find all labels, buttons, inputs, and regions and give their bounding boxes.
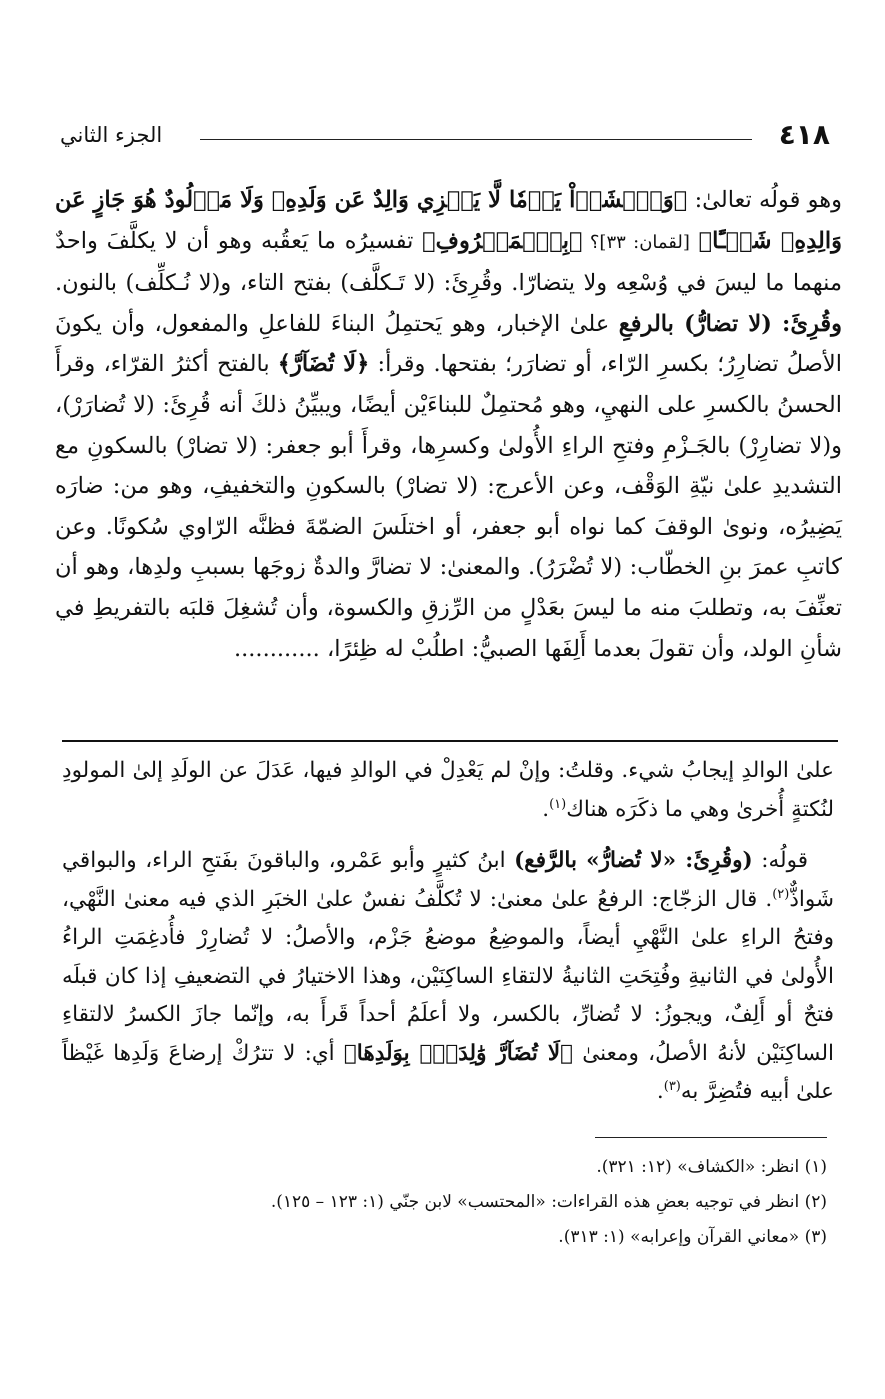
explanation-text-2: علىٰ الإخبار، وهو يَحتمِلُ البناءَ للفاعلِ والمفعول، وأن يكونَ الأصلُ تضارِرُ؛ بكسرِ الرّاء، أو تضارَر؛ بفتحها. وقرأ: [55,310,842,378]
footnote-1: (١) انظر: «الكشاف» (١٢: ٣٢١). [596,1157,827,1177]
commentary-end-2: . [656,1079,664,1104]
commentary-separator [62,740,838,742]
surah-reference: [لقمان: ٣٣]؟ [582,231,690,253]
explanation-text: تفسيرُه ما يَعقُبه وهو أن لا يكلَّفَ واحدٌ منهما ما ليسَ في وُسْعِه ولا يتضارّا. وقُرِئَ: (لا تَـكلَّف) بفتح التاء، و(لا نُـكلِّف) بالنون. [55,227,842,297]
main-text [55,180,842,669]
commentary-text-1: علىٰ الوالدِ إيجابُ شيء. وقلتُ: وإنْ لم يَعْدِلْ في الوالدِ فيها، عَدَلَ عن الولَدِ إلىٰ المولودِ لنُكتةٍ أُخرىٰ وهي ما ذكَرَه هناك [62,758,834,822]
quran-verse-tudarra: ﴿لَا تُضَآرَّ وَٰلِدَةُۢ بِوَلَدِهَا﴾ [343,1040,573,1066]
commentary-section [62,752,834,1112]
commentary-paragraph-1 [62,752,834,829]
volume-title: الجزء الثاني [60,123,163,147]
page-number: ٤١٨ [778,118,830,151]
commentary-text-4: أي: لا تترُكْ إرضاعَ وَلَدِها غَيْظاً علىٰ أبيه فتُضِرَّ به [62,1040,834,1104]
commentary-quote: (وقُرِئَ: «لا تُضارُّ» بالرَّفع) [514,848,753,873]
quran-word-la-tudarra: ﴿لَا تُضَآرَّ﴾ [277,351,370,378]
footnote-3: (٣) «معاني القرآن وإعرابه» (١: ٣١٣). [558,1227,827,1247]
intro-text: وهو قولُه تعالىٰ: [687,187,842,213]
page-header [60,118,830,158]
footnote-marker-3[interactable]: (٣) [663,1078,681,1094]
commentary-text-2: ابنُ كثيرٍ وأبو عَمْرو، والباقونَ بفَتحِ الراء، والبواقي شَواذٌّ [62,848,834,912]
quran-word-maruf: ﴿بِٱلۡمَعۡرُوفِ﴾ [422,227,583,254]
commentary-text-3: . قال الزجّاج: الرفعُ علىٰ معنىٰ: لا تُكلَّفُ نفسٌ علىٰ الخبَرِ الذي فيه معنىٰ النَّهْي، وفتحُ الراءِ علىٰ النَّهْيِ أيضاً، والموضِعُ موضعُ جَزْم، والأصلُ: لا تُضارِرْ فأُدغِمَتِ الراءُ الأُولىٰ في الثانيةِ وفُتِحَتِ الثانيةُ لالتقاءِ الساكِنَيْن، وهذا الاختيارُ في التضعيفِ إذا كان قبلَه فتحٌ أو أَلِفٌ، ويجوزُ: لا تُضارِّ، بالكسر، ولا أعلَمُ أحداً قَرأَ به، وإنّما جازَ الكسرُ لالتقاءِ الساكِنَيْن لأنهُ الأصلُ، ومعنىٰ [62,886,835,1066]
commentary-paragraph-2 [62,842,834,1112]
quran-verse-luqman: ﴿وَٱخۡشَوۡاْ يَوۡمٗا لَّا يَجۡزِي وَالِدٌ عَن وَلَدِهِۦ وَلَا مَوۡلُودٌ هُوَ جَازٍ عَن وَالِدِهِۦ شَيۡـًٔا﴾ [55,187,842,254]
main-paragraph [55,180,842,669]
commentary-end-1: . [542,796,550,822]
footnotes [127,1150,827,1255]
footnote-marker-1[interactable]: (١) [549,796,567,812]
explanation-text-3: بالفتح أكثرُ القرّاء، وقرأَ الحسنُ بالكسرِ على النهيِ، وهو مُحتمِلٌ للبناءَيْن أيضًا، ويبيِّنُ ذلكَ أنه قُرِئَ: (لا تُضارَرْ)، و(لا تضارِرْ) بالجَـزْمِ وفتحِ الراءِ الأُولىٰ وكسرِها، وقرأَ أبو جعفر: (لا تضارْ) بالسكونِ مع التشديدِ علىٰ نيّةِ الوَقْف، وعن الأعرج: (لا تضارْ) بالسكونِ والتخفيفِ، وهو من: ضارَه يَضِيرُه، ونوىٰ الوقفَ كما نواه أبو جعفر، أو اختلَسَ الضمّةَ فظنَّه الرّاوي سُكونًا. وعن كاتبِ عمرَ بنِ الخطّاب: (لا تُضْرَرُ). والمعنىٰ: لا تضارَّ والدةٌ زوجَها بسببِ ولدِها، وهو أن تعنِّفَ به، وتطلبَ منه ما ليسَ بعَدْلٍ من الرِّزقِ والكسوة، وأن تُشغِلَ قلبَه بالتفريطِ في شأنِ الولد، وأن تقولَ بعدما أَلِفَها الصبيُّ: اطلُبْ له ظِئرًا، ............ [55,351,842,662]
footnote-separator [595,1137,827,1138]
footnote-marker-2[interactable]: (٢) [772,886,790,902]
footnote-2: (٢) انظر في توجيه بعضِ هذه القراءات: «المحتسب» لابن جنّي (١: ١٢٣ – ١٢٥). [270,1192,827,1212]
commentary-lead: قولُه: [752,848,808,873]
reading-raf: وقُرِئَ: (لا تضارُّ) بالرفعِ [618,310,842,337]
header-rule [200,139,752,140]
